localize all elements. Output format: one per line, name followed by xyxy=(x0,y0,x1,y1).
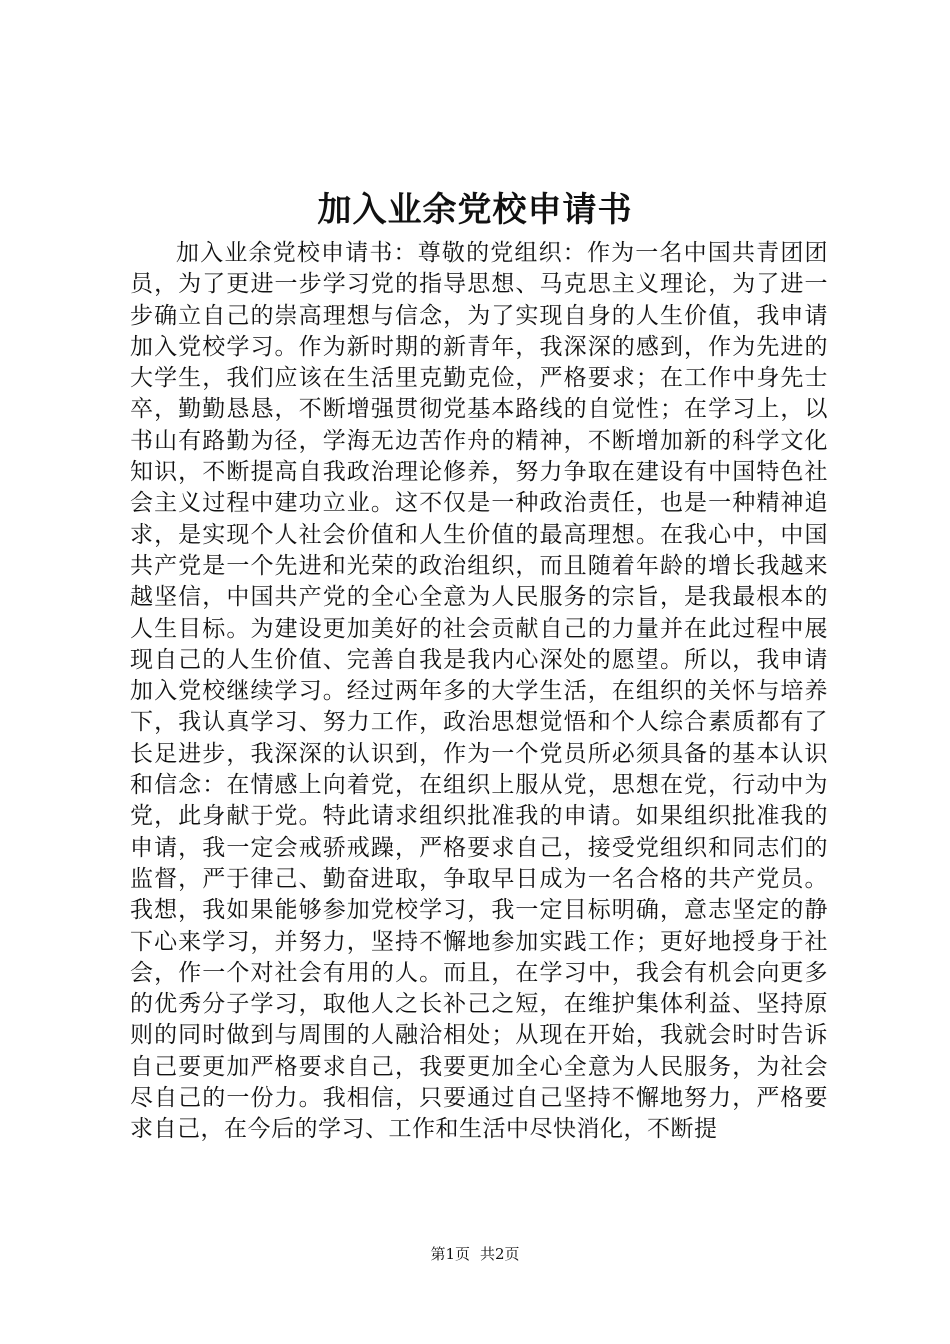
page-total: 共2页 xyxy=(480,1245,520,1263)
document-body: 加入业余党校申请书：尊敬的党组织：作为一名中国共青团团员，为了更进一步学习党的指导思想、马克思主义理论，为了进一步确立自己的崇高理想与信念，为了实现自身的人生价值，我申请加入党校学习。作为新时期的新青年，我深深的感到，作为先进的大学生，我们应该在生活里克勤克俭，严格要求；在工作中身先士卒，勤勤恳恳，不断增强贯彻党基本路线的自觉性；在学习上，以书山有路勤为径，学海无边苦作舟的精神，不断增加新的科学文化知识，不断提高自我政治理论修养，努力争取在建设有中国特色社会主义过程中建功立业。这不仅是一种政治责任，也是一种精神追求，是实现个人社会价值和人生价值的最高理想。在我心中，中国共产党是一个先进和光荣的政治组织，而且随着年龄的增长我越来越坚信，中国共产党的全心全意为人民服务的宗旨，是我最根本的人生目标。为建设更加美好的社会贡献自己的力量并在此过程中展现自己的人生价值、完善自我是我内心深处的愿望。所以，我申请加入党校继续学习。经过两年多的大学生活，在组织的关怀与培养下，我认真学习、努力工作，政治思想觉悟和个人综合素质都有了长足进步，我深深的认识到，作为一个党员所必须具备的基本认识和信念：在情感上向着党，在组织上服从党，思想在党，行动中为党，此身献于党。特此请求组织批准我的申请。如果组织批准我的申请，我一定会戒骄戒躁，严格要求自己，接受党组织和同志们的监督，严于律己、勤奋进取，争取早日成为一名合格的共产党员。我想，我如果能够参加党校学习，我一定目标明确，意志坚定的静下心来学习，并努力，坚持不懈地参加实践工作；更好地授身于社会，作一个对社会有用的人。而且，在学习中，我会有机会向更多的优秀分子学习，取他人之长补己之短，在维护集体利益、坚持原则的同时做到与周围的人融洽相处；从现在开始，我就会时时告诉自己要更加严格要求自己，我要更加全心全意为人民服务，为社会尽自己的一份力。我相信，只要通过自己坚持不懈地努力，严格要求自己，在今后的学习、工作和生活中尽快消化，不断提 xyxy=(130,240,828,1143)
page-footer xyxy=(0,1244,950,1264)
page-number: 第1页 xyxy=(430,1245,470,1263)
document-title: 加入业余党校申请书 xyxy=(317,190,633,230)
